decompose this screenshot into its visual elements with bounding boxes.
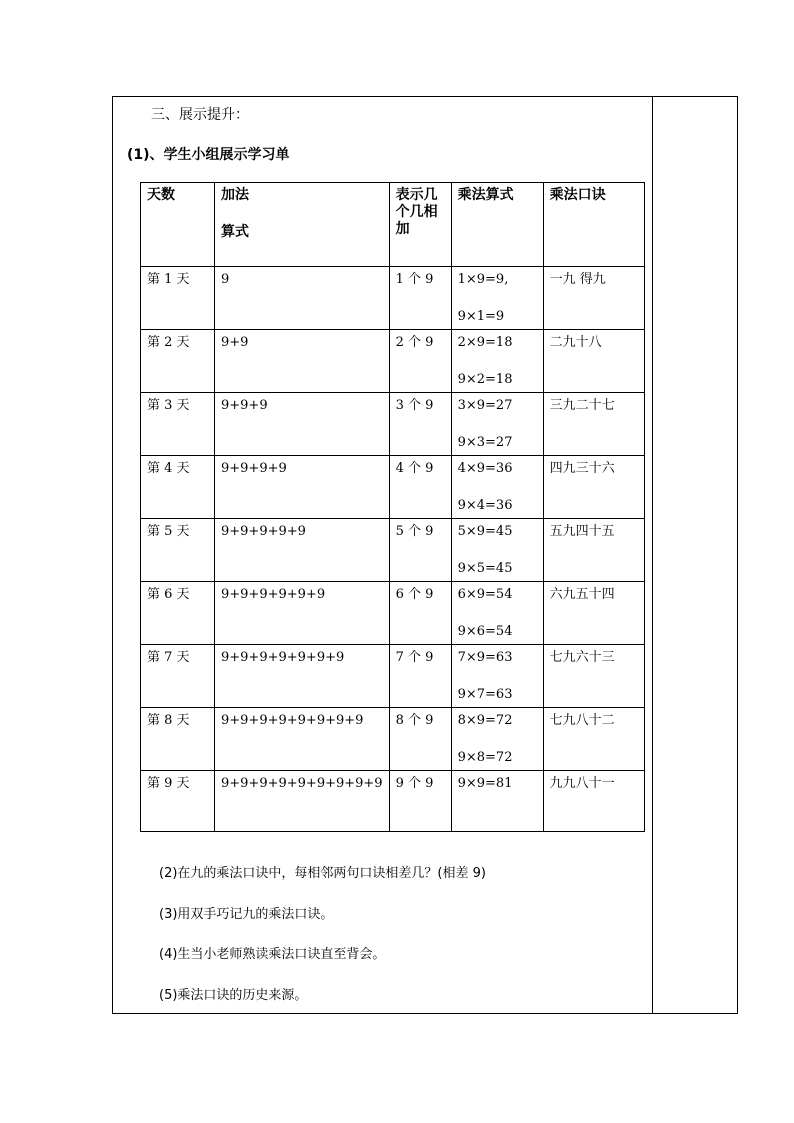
cell-day: 第 4 天	[141, 456, 215, 519]
cell-rhyme: 五九四十五	[543, 519, 644, 582]
table-row	[141, 708, 645, 771]
cell-multiplication: 3×9=27 9×3=27	[451, 393, 543, 456]
lesson-section-frame	[112, 96, 738, 1014]
cell-day: 第 9 天	[141, 771, 215, 832]
header-rhyme: 乘法口诀	[543, 183, 644, 267]
header-days: 天数	[141, 183, 215, 267]
cell-day: 第 7 天	[141, 645, 215, 708]
cell-day: 第 5 天	[141, 519, 215, 582]
cell-addition: 9	[215, 267, 390, 330]
table-row	[141, 330, 645, 393]
cell-representation: 3 个 9	[389, 393, 451, 456]
cell-day: 第 8 天	[141, 708, 215, 771]
question-5: (5)乘法口诀的历史来源。	[159, 988, 308, 1003]
header-representation: 表示几个几相加	[389, 183, 451, 267]
subtitle: (1)、学生小组展示学习单	[127, 147, 290, 163]
cell-day: 第 1 天	[141, 267, 215, 330]
cell-day: 第 3 天	[141, 393, 215, 456]
cell-rhyme: 七九八十二	[543, 708, 644, 771]
cell-representation: 6 个 9	[389, 582, 451, 645]
cell-addition: 9+9+9+9+9+9	[215, 582, 390, 645]
cell-representation: 9 个 9	[389, 771, 451, 832]
cell-multiplication: 9×9=81	[451, 771, 543, 832]
cell-multiplication: 2×9=18 9×2=18	[451, 330, 543, 393]
table-row	[141, 456, 645, 519]
table-row	[141, 267, 645, 330]
cell-representation: 7 个 9	[389, 645, 451, 708]
cell-multiplication: 4×9=36 9×4=36	[451, 456, 543, 519]
table-row	[141, 393, 645, 456]
question-2: (2)在九的乘法口诀中，每相邻两句口诀相差几？(相差 9)	[159, 866, 486, 881]
table-row	[141, 771, 645, 832]
cell-representation: 5 个 9	[389, 519, 451, 582]
cell-rhyme: 六九五十四	[543, 582, 644, 645]
column-divider	[652, 97, 653, 1013]
cell-multiplication: 6×9=54 9×6=54	[451, 582, 543, 645]
section-title: 三、展示提升：	[151, 107, 249, 123]
cell-addition: 9+9+9+9	[215, 456, 390, 519]
header-addition: 加法 算式	[215, 183, 390, 267]
question-3: (3)用双手巧记九的乘法口诀。	[159, 907, 334, 922]
cell-day: 第 2 天	[141, 330, 215, 393]
cell-representation: 1 个 9	[389, 267, 451, 330]
question-4: (4)生当小老师熟读乘法口诀直至背会。	[159, 947, 386, 962]
cell-rhyme: 一九 得九	[543, 267, 644, 330]
cell-addition: 9+9	[215, 330, 390, 393]
cell-rhyme: 七九六十三	[543, 645, 644, 708]
cell-rhyme: 二九十八	[543, 330, 644, 393]
cell-rhyme: 九九八十一	[543, 771, 644, 832]
header-multiplication: 乘法算式	[451, 183, 543, 267]
cell-multiplication: 1×9=9, 9×1=9	[451, 267, 543, 330]
cell-addition: 9+9+9+9+9	[215, 519, 390, 582]
table-row	[141, 582, 645, 645]
cell-multiplication: 8×9=72 9×8=72	[451, 708, 543, 771]
cell-representation: 2 个 9	[389, 330, 451, 393]
cell-representation: 4 个 9	[389, 456, 451, 519]
cell-addition: 9+9+9+9+9+9+9+9+9	[215, 771, 390, 832]
cell-day: 第 6 天	[141, 582, 215, 645]
cell-rhyme: 四九三十六	[543, 456, 644, 519]
cell-addition: 9+9+9+9+9+9+9+9	[215, 708, 390, 771]
cell-multiplication: 7×9=63 9×7=63	[451, 645, 543, 708]
cell-addition: 9+9+9	[215, 393, 390, 456]
cell-rhyme: 三九二十七	[543, 393, 644, 456]
cell-multiplication: 5×9=45 9×5=45	[451, 519, 543, 582]
cell-addition: 9+9+9+9+9+9+9	[215, 645, 390, 708]
table-row	[141, 519, 645, 582]
cell-representation: 8 个 9	[389, 708, 451, 771]
table-row	[141, 645, 645, 708]
table-header-row	[141, 183, 645, 267]
worksheet-table	[140, 182, 645, 832]
